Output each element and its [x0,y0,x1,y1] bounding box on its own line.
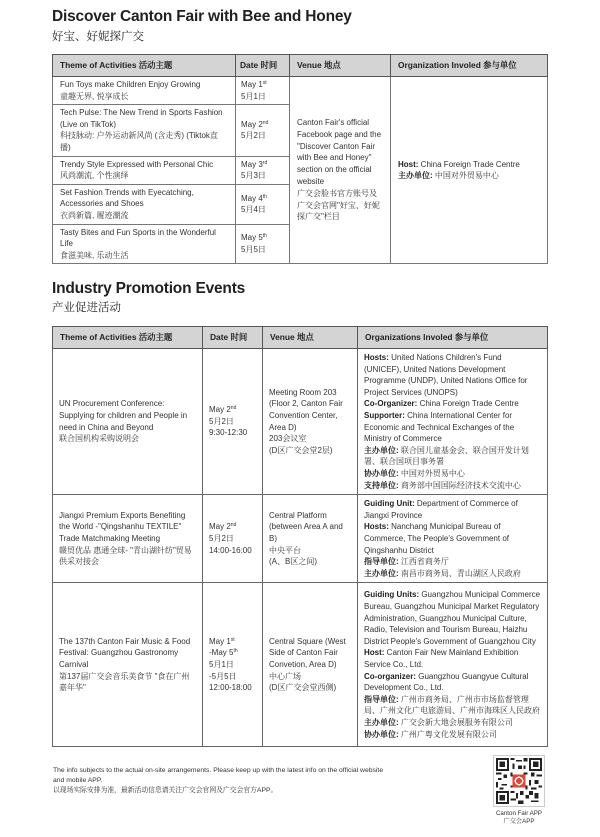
theme-cell: UN Procurement Conference: Supplying for children and People in need in China and Beyond 联合国机构采购说明会 [53,349,203,495]
date-cell: May 4th 5月4日 [236,184,290,224]
table-row [53,495,548,583]
header-venue: Venue 地点 [263,327,358,349]
date-cell: May 3rd 5月3日 [236,156,290,184]
header-date: Date 时间 [203,327,263,349]
header-date: Date 时间 [236,55,290,77]
theme-cell: Set Fashion Trends with Eyecatching, Accessories and Shoes 衣尚新篇, 履迹潮流 [53,184,236,224]
organization-cell: Guiding Unit: Department of Commerce of Jiangxi Province Hosts: Nanchang Municipal Bureau of Commerce, The People's Government of Qingshanhu District 指导单位: 江西省商务厅 主办单位: 南昌市商务局、青山湖区人民政府 [358,495,548,583]
header-organization: Organization Involed 参与单位 [391,55,548,77]
venue-cell: Central Platform (between Area A and B) 中央平台 (A、B区之间) [263,495,358,583]
venue-cell: Central Square (West Side of Canton Fair Convetion, Area D) 中心广场 (D区广交会堂西侧) [263,583,358,747]
app-qr-block [493,755,547,826]
date-cell: May 1st 5月1日 [236,77,290,105]
industry-events-table [52,326,548,747]
date-cell: May 5th 5月5日 [236,224,290,264]
organization-cell: Guiding Units: Guangzhou Municipal Commerce Bureau, Guangzhou Municipal Market Regulatory Administration, Guangzhou Municipal Culture, Radio, Television and Tourism Bureau, Haizhu District People's Government of Guangzhou City Host: Canton Fair New Mainland Exhibition Service Co., Ltd. Co-organizer: Guangzhou Guangyue Cultural Development Co., Ltd. 指导单位: 广州市商务局、广州市市场监督管理局、广州文化广电旅游局、广州市海珠区人民政府 主办单位: 广交会新大地会展服务有限公司 协办单位: 广州广粤文化发展有限公司 [358,583,548,747]
theme-cell: Trendy Style Expressed with Personal Chic 风尚潮流, 个性演绎 [53,156,236,184]
section1-title: Discover Canton Fair with Bee and Honey [52,8,352,25]
theme-cell: Tech Pulse: The New Trend in Sports Fashion (Live on TikTok) 科技脉动: 户外运动新风尚 (含走秀) (Tiktok直播) [53,105,236,156]
header-venue: Venue 地点 [290,55,391,77]
theme-cell: The 137th Canton Fair Music & Food Festival: Guangzhou Gastronomy Carnival 第137届广交会音乐美食节 "食在广州嘉年华" [53,583,203,747]
organization-cell: Hosts: United Nations Children's Fund (UNICEF), United Nations Development Programme (UNDP), United Nations Office for Project Services (UNOPS) Co-Organizer: China Foreign Trade Centre Supporter: China International Center for Economic and Technical Exchanges of the Ministry of Commerce 主办单位: 联合国儿童基金会、联合国开发计划署、联合国项目事务署 协办单位: 中国对外贸易中心 支持单位: 商务部中国国际经济技术交流中心 [358,349,548,495]
footnote-zh: 以现场实际安排为准，最新活动信息请关注广交会官网及广交会官方APP。 [53,787,278,794]
table-row [53,583,548,747]
bee-honey-table [52,54,548,264]
venue-cell: Meeting Room 203 (Floor 2, Canton Fair Convention Center, Area D) 203会议室 (D区广交会堂2层) [263,349,358,495]
venue-cell: Canton Fair's official Facebook page and the "Discover Canton Fair with Bee and Honey" section on the official website 广交会脸书官方账号及广交会官网"好宝、好妮探广交"栏目 [290,77,391,264]
date-cell: May 1st -May 5th 5月1日 -5月5日 12:00-18:00 [203,583,263,747]
header-organization: Organizations Involed 参与单位 [358,327,548,349]
header-theme: Theme of Activities 活动主题 [53,327,203,349]
header-theme: Theme of Activities 活动主题 [53,55,236,77]
date-cell: May 2nd 5月2日 9:30-12:30 [203,349,263,495]
section1-subtitle: 好宝、好妮探广交 [52,31,144,43]
date-cell: May 2nd 5月2日 14:00-16:00 [203,495,263,583]
table-row [53,77,548,105]
theme-cell: Jiangxi Premium Exports Benefiting the World -"Qingshanhu TEXTILE" Trade Matchmaking Meeting 赣贸优品 惠通全球- "青山湖针纺"贸易供采对接会 [53,495,203,583]
theme-cell: Tasty Bites and Fun Sports in the Wonderful Life 食滋美味, 乐动生活 [53,224,236,264]
date-cell: May 2nd 5月2日 [236,105,290,156]
canton-fair-logo-icon [513,775,526,788]
footnote-en: The info subjects to the actual on-site arrangements. Please keep up with the latest info on the official website and mobile APP. [53,767,384,784]
qr-caption: Canton Fair APP 广交会APP [495,810,543,825]
table-header-row [53,327,548,349]
section2-subtitle: 产业促进活动 [52,302,121,314]
qr-code-icon[interactable] [493,755,545,807]
footnote [53,766,393,796]
organization-cell: Host: China Foreign Trade Centre 主办单位: 中国对外贸易中心 [391,77,548,264]
table-header-row [53,55,548,77]
section2-title: Industry Promotion Events [52,280,246,297]
theme-cell: Fun Toys make Children Enjoy Growing 童趣无界, 悦享成长 [53,77,236,105]
table-row [53,349,548,495]
